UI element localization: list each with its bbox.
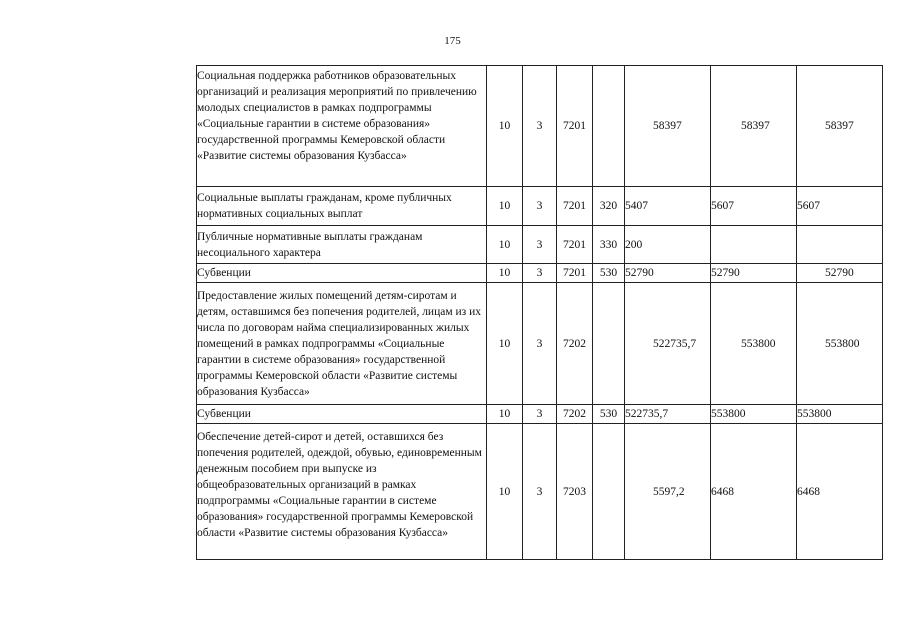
target-article-cell: 7203 (557, 424, 593, 560)
target-article-cell: 7201 (557, 66, 593, 187)
amount-year1-cell: 52790 (625, 264, 711, 283)
expense-type-cell: 530 (593, 264, 625, 283)
amount-year1-cell: 522735,7 (625, 405, 711, 424)
section-cell: 10 (487, 283, 523, 405)
subsection-cell: 3 (523, 264, 557, 283)
amount-year3-cell: 6468 (797, 424, 883, 560)
table-row (197, 405, 883, 424)
page-number: 175 (444, 35, 461, 47)
expense-type-cell (593, 283, 625, 405)
target-article-cell: 7202 (557, 405, 593, 424)
expense-type-cell: 530 (593, 405, 625, 424)
table-row (197, 66, 883, 187)
amount-year3-cell: 58397 (797, 66, 883, 187)
row-name: Обеспечение детей-сирот и детей, оставшихся без попечения родителей, одеждой, обувью, единовременным денежным пособием при выпуске из общеобразовательных организаций в рамках подпрограммы «Социальные гарантии в системе образования» государственной программы Кемеровской области «Развитие системы образования Кузбасса» (197, 424, 487, 560)
amount-year1-cell: 5597,2 (625, 424, 711, 560)
row-name: Предоставление жилых помещений детям-сиротам и детям, оставшимся без попечения родителей, лицам из их числа по договорам найма специализированных жилых помещений в рамках подпрограммы «Социальные гарантии в системе образования» государственной программы Кемеровской области «Развитие системы образования Кузбасса» (197, 283, 487, 405)
expense-type-cell: 330 (593, 226, 625, 264)
amount-year2-cell: 6468 (711, 424, 797, 560)
amount-year3-cell: 553800 (797, 405, 883, 424)
amount-year3-cell: 553800 (797, 283, 883, 405)
row-name: Субвенции (197, 405, 487, 424)
table-row (197, 226, 883, 264)
expense-type-cell (593, 66, 625, 187)
table-row (197, 187, 883, 226)
target-article-cell: 7201 (557, 187, 593, 226)
section-cell: 10 (487, 187, 523, 226)
amount-year2-cell (711, 226, 797, 264)
amount-year3-cell: 52790 (797, 264, 883, 283)
table-row (197, 264, 883, 283)
subsection-cell: 3 (523, 66, 557, 187)
amount-year1-cell: 5407 (625, 187, 711, 226)
table-row (197, 283, 883, 405)
expense-type-cell: 320 (593, 187, 625, 226)
amount-year1-cell: 58397 (625, 66, 711, 187)
target-article-cell: 7201 (557, 226, 593, 264)
amount-year3-cell: 5607 (797, 187, 883, 226)
amount-year3-cell (797, 226, 883, 264)
budget-table (196, 65, 883, 560)
section-cell: 10 (487, 405, 523, 424)
subsection-cell: 3 (523, 405, 557, 424)
section-cell: 10 (487, 226, 523, 264)
section-cell: 10 (487, 264, 523, 283)
amount-year1-cell: 200 (625, 226, 711, 264)
target-article-cell: 7202 (557, 283, 593, 405)
section-cell: 10 (487, 424, 523, 560)
amount-year2-cell: 58397 (711, 66, 797, 187)
row-name: Субвенции (197, 264, 487, 283)
expense-type-cell (593, 424, 625, 560)
amount-year2-cell: 52790 (711, 264, 797, 283)
row-name: Социальные выплаты гражданам, кроме публичных нормативных социальных выплат (197, 187, 487, 226)
subsection-cell: 3 (523, 187, 557, 226)
amount-year2-cell: 553800 (711, 405, 797, 424)
target-article-cell: 7201 (557, 264, 593, 283)
table-row (197, 424, 883, 560)
amount-year1-cell: 522735,7 (625, 283, 711, 405)
subsection-cell: 3 (523, 283, 557, 405)
amount-year2-cell: 553800 (711, 283, 797, 405)
section-cell: 10 (487, 66, 523, 187)
amount-year2-cell: 5607 (711, 187, 797, 226)
row-name: Социальная поддержка работников образовательных организаций и реализация мероприятий по привлечению молодых специалистов в рамках подпрограммы «Социальные гарантии в системе образования» государственной программы Кемеровской области «Развитие системы образования Кузбасса» (197, 66, 487, 187)
subsection-cell: 3 (523, 226, 557, 264)
row-name: Публичные нормативные выплаты гражданам несоциального характера (197, 226, 487, 264)
subsection-cell: 3 (523, 424, 557, 560)
